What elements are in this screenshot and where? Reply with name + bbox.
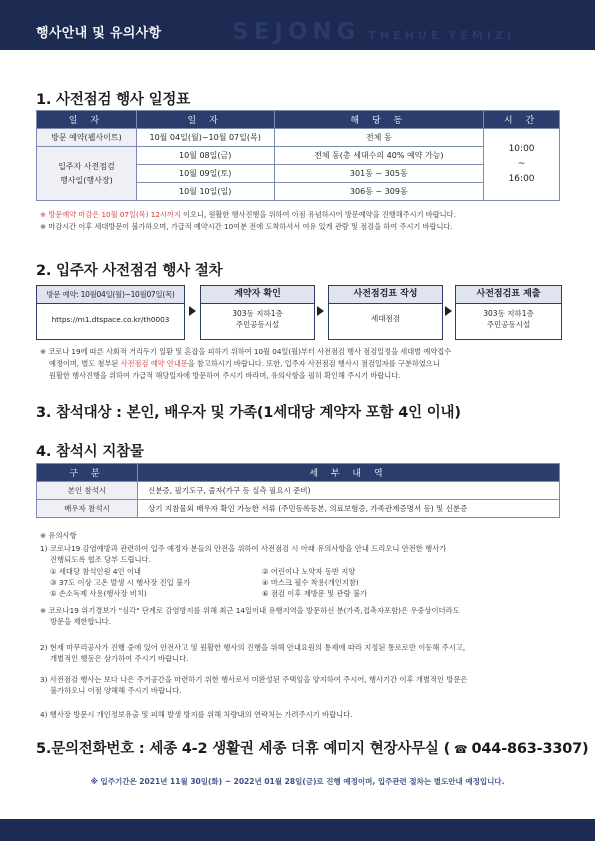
- detail-line: 303동 지하1층: [232, 309, 283, 318]
- caution-item: ⑤ 손소독제 사용(행사장 비치): [50, 589, 147, 598]
- bottom-banner: [0, 819, 595, 841]
- detail-line: 주민공동시설: [486, 320, 531, 329]
- s1-note-1: [40, 209, 456, 220]
- contact-label: 5.문의전화번호 : 세종 4-2 생활권 세종 더휴 예미지 현장사무실 (: [36, 741, 451, 757]
- schedule-row: [37, 147, 560, 165]
- schedule-label: 방문 예약(웹사이트): [37, 129, 137, 147]
- note-mark: ※: [40, 210, 49, 219]
- step-contract-check: [200, 285, 315, 340]
- items-header-cell: 구 분: [37, 464, 138, 482]
- schedule-row: [37, 129, 560, 147]
- note-line: 원활한 행사진행을 위하여 가급적 해당일자에 방문하여 주시기 바라며, 유의사항을 필히 확인해 주시기 바랍니다.: [49, 371, 401, 380]
- step-detail: [201, 304, 314, 330]
- note-line: ※ 코로나 19에 따른 사회적 거리두기 일환 및 혼잡을 피하기 위하여 10월 04일(월)부터 사전점검 행사 점검일정을 세대별 예약접수: [40, 347, 452, 356]
- step-detail: [456, 304, 561, 330]
- time-end: 16:00: [508, 174, 535, 184]
- note-highlight: 방문예약 마감은 10월 07일(목) 12시까지: [48, 210, 181, 219]
- schedule-dong: 306동 ~ 309동: [274, 183, 484, 201]
- schedule-header-cell: 시 간: [484, 111, 560, 129]
- schedule-date: 10월 10일(일): [136, 183, 274, 201]
- note-highlight: 사전점검 예약 안내문: [120, 359, 188, 368]
- schedule-header-cell: 일 자: [37, 111, 137, 129]
- arrow-icon: [189, 306, 196, 316]
- phone-icon: ☎: [454, 743, 468, 756]
- items-row: [37, 500, 560, 518]
- caution-3b: 불가하오니 이점 양해해 주시기 바랍니다.: [50, 686, 182, 695]
- items-header-cell: 세 부 내 역: [138, 464, 560, 482]
- brand-sejong: SEJONG: [232, 19, 361, 45]
- brand-yemizi: YEMIZI: [448, 29, 515, 42]
- caution-item: ① 세대당 참석인원 4인 이내: [50, 567, 141, 576]
- schedule-dong: 301동 ~ 305동: [274, 165, 484, 183]
- s1-note-2: ※ 마감시간 이후 세대방문이 불가하오며, 가급적 예약시간 10여분 전에 도착하셔서 여유 있게 관람 및 점검을 하여 주시기 바랍니다.: [40, 222, 453, 231]
- schedule-date: 10월 04일(월)~10월 07일(목): [136, 129, 274, 147]
- schedule-time: [484, 129, 560, 201]
- caution-1a: 1) 코로나19 감염예방과 관련하여 입주 예정자 분들의 안전을 위하여 사전점검 시 아래 유의사항을 안내 드리오니 안전한 행사가: [40, 544, 447, 553]
- section1-title: 1. 사전점검 행사 일정표: [36, 92, 191, 108]
- note-text: 을 참고하시기 바랍니다. 또한, 입주자 사전점검 행사시 점검일자를 구분하였으니: [187, 359, 440, 368]
- caution-item: ② 어린이나 노약자 동반 지양: [262, 567, 356, 576]
- arrow-icon: [445, 306, 452, 316]
- caution-3a: 3) 사전점검 행사는 보다 나은 주거공간을 마련하기 위한 행사로서 미완성된 주택임을 양지하여 주시어, 행사기간 이후 개별적인 방문은: [40, 675, 468, 684]
- step-title: 사전점검표 제출: [456, 286, 561, 304]
- items-value: 신분증, 필기도구, 줄자(가구 등 실측 필요시 준비): [138, 482, 560, 500]
- schedule-header-row: [37, 111, 560, 129]
- brand-logo: [232, 19, 515, 45]
- detail-line: 주민공동시설: [235, 320, 280, 329]
- schedule-label: [37, 147, 137, 201]
- schedule-date: 10월 08일(금): [136, 147, 274, 165]
- caution-2a: 2) 현재 마무리공사가 진행 중에 있어 안전사고 및 원활한 행사의 진행을 위해 안내요원의 통제에 따라 지정된 통로로만 이동해 주시고,: [40, 643, 466, 652]
- note-text: 이오니, 원활한 행사진행을 위하여 이점 유념하시어 방문예약을 진행해주시기 바랍니다.: [180, 210, 456, 219]
- brand-thehue: THEHUE: [368, 29, 443, 42]
- schedule-date: 10월 09일(토): [136, 165, 274, 183]
- detail-line: 303동 지하1층: [483, 309, 534, 318]
- contact-phone[interactable]: 044-863-3307): [471, 741, 589, 757]
- schedule-dong: 전체 동: [274, 129, 484, 147]
- caution-1-note: 방문을 제한합니다.: [50, 617, 112, 626]
- label-line: 입주자 사전점검: [58, 161, 115, 171]
- step-checklist-write: [328, 285, 443, 340]
- caution-item: ③ 37도 이상 고온 발생 시 행사장 진입 불가: [50, 578, 191, 587]
- label-line: 행사일(행사장): [60, 175, 113, 185]
- page-title: 행사안내 및 유의사항: [36, 26, 162, 41]
- time-sep: ~: [517, 159, 526, 169]
- arrow-icon: [317, 306, 324, 316]
- caution-4: 4) 행사장 방문시 개인정보유출 및 피해 발생 방지를 위해 차량내의 연락처는 가려주시기 바랍니다.: [40, 710, 353, 719]
- step-title: 사전점검표 작성: [329, 286, 442, 304]
- step-checklist-submit: [455, 285, 562, 340]
- note-text: 예정이며, 별도 첨부된: [49, 359, 121, 368]
- step-title: 계약자 확인: [201, 286, 314, 304]
- schedule-dong: 전체 동(총 세대수의 40% 예약 가능): [274, 147, 484, 165]
- note-line: [40, 358, 451, 370]
- section3-title: 3. 참석대상 : 본인, 배우자 및 가족(1세대당 계약자 포함 4인 이내): [36, 405, 461, 421]
- items-row: [37, 482, 560, 500]
- items-key: 본인 참석시: [37, 482, 138, 500]
- step-reservation: [36, 285, 185, 340]
- schedule-header-cell: 일 자: [136, 111, 274, 129]
- step-detail: 세대점검: [371, 314, 400, 323]
- schedule-header-cell: 해 당 동: [274, 111, 484, 129]
- caution-1b: 진행되도록 협조 당부 드립니다.: [50, 555, 151, 564]
- s2-note: [40, 346, 451, 382]
- items-table: [36, 463, 560, 518]
- items-value: 상기 지참물외 배우자 확인 가능한 서류 (주민등록등본, 의료보험증, 가족관계증명서 등) 및 신분증: [138, 500, 560, 518]
- caution-item: ⑥ 점검 이후 재방문 및 관람 불가: [262, 589, 368, 598]
- items-header-row: [37, 464, 560, 482]
- footer-note: ※ 입주기간은 2021년 11월 30일(화) ~ 2022년 01월 28일(금)로 진행 예정이며, 입주관련 절차는 별도안내 예정입니다.: [90, 777, 505, 786]
- reservation-url[interactable]: https://m1.dtspace.co.kr/th0003: [51, 315, 170, 324]
- time-start: 10:00: [508, 144, 535, 154]
- caution-item: ④ 마스크 필수 착용(개인지참): [262, 578, 359, 587]
- items-key: 배우자 참석시: [37, 500, 138, 518]
- section5-title: [36, 737, 589, 758]
- caution-2b: 개별적인 행동은 삼가하여 주시기 바랍니다.: [50, 654, 189, 663]
- caution-title: ※ 유의사항: [40, 531, 77, 540]
- section2-title: 2. 입주자 사전점검 행사 절차: [36, 263, 223, 279]
- section4-title: 4. 참석시 지참물: [36, 444, 144, 460]
- schedule-table: [36, 110, 560, 201]
- caution-1-note: ※ 코로나19 위기경보가 "심각" 단계로 감염방지를 위해 최근 14일이내 유행지역을 방문하신 분(가족,접촉자포함)은 우중상이더라도: [40, 606, 460, 615]
- step-title: 방문 예약: 10월04일(월)~10월07일(목): [37, 286, 184, 304]
